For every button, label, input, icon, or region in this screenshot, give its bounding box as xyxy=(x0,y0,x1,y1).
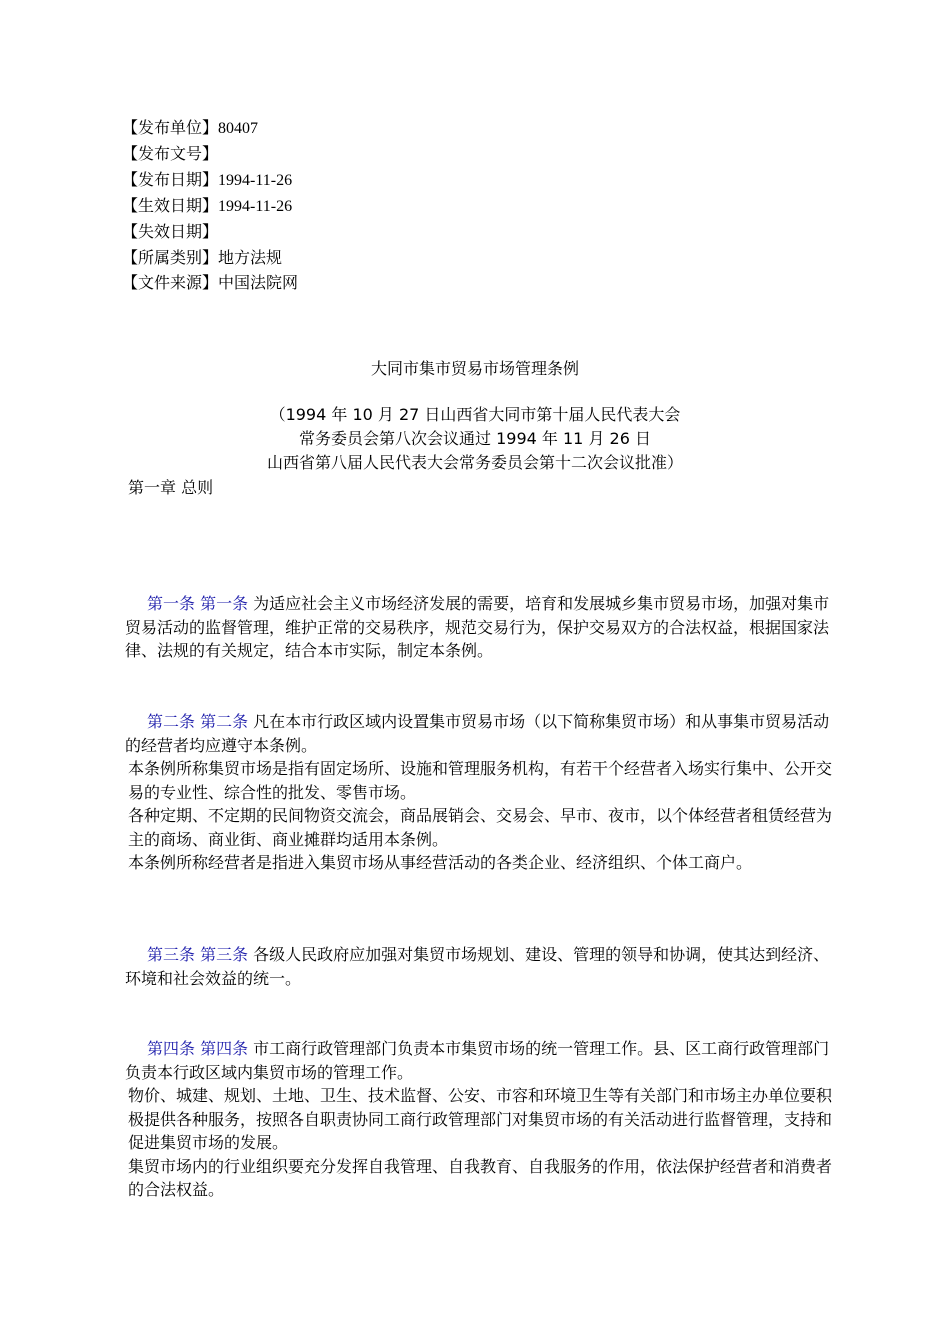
meta-category xyxy=(122,245,298,270)
subtitle-line: 山西省第八届人民代表大会常务委员会第十二次会议批准） xyxy=(266,453,683,472)
document-subtitle xyxy=(0,403,950,475)
document-title: 大同市集市贸易市场管理条例 xyxy=(370,359,579,378)
article-2 xyxy=(125,710,837,875)
meta-label: 【发布日期】 xyxy=(122,170,219,189)
meta-value: 1994-11-26 xyxy=(218,198,293,215)
meta-expiry-date xyxy=(122,219,298,245)
chapter-heading: 第一章 总则 xyxy=(128,478,214,497)
article-3 xyxy=(125,943,837,990)
meta-source xyxy=(122,270,298,295)
subtitle-line: 常务委员会第八次会议通过 1994 年 11 月 26 日 xyxy=(299,429,651,448)
meta-label: 【发布文号】 xyxy=(122,144,219,163)
meta-publisher xyxy=(122,115,298,141)
meta-label: 【生效日期】 xyxy=(122,196,219,215)
article-4 xyxy=(125,1037,837,1202)
meta-value: 地方法规 xyxy=(218,248,283,267)
article-text: 市工商行政管理部门负责本市集贸市场的统一管理工作。县、区工商行政管理部门负责本行政区域内集贸市场的管理工作。 xyxy=(125,1039,830,1082)
meta-effective-date xyxy=(122,193,298,219)
article-paragraph: 物价、城建、规划、土地、卫生、技术监督、公安、市容和环境卫生等有关部门和市场主办单位要积极提供各种服务，按照各自职责协同工商行政管理部门对集贸市场的有关活动进行监督管理，支持和促进集贸市场的发展。 xyxy=(128,1086,833,1152)
article-label-link[interactable]: 第四条 第四条 xyxy=(147,1039,249,1058)
article-paragraph: 本条例所称集贸市场是指有固定场所、设施和管理服务机构，有若干个经营者入场实行集中、公开交易的专业性、综合性的批发、零售市场。 xyxy=(128,759,833,802)
meta-value: 中国法院网 xyxy=(218,273,299,292)
meta-label: 【所属类别】 xyxy=(122,248,219,267)
article-text: 各级人民政府应加强对集贸市场规划、建设、管理的领导和协调，使其达到经济、环境和社会效益的统一。 xyxy=(125,945,830,988)
article-label-link[interactable]: 第三条 第三条 xyxy=(147,945,249,964)
article-text: 为适应社会主义市场经济发展的需要，培育和发展城乡集市贸易市场，加强对集市贸易活动的监督管理，维护正常的交易秩序，规范交易行为，保护交易双方的合法权益，根据国家法律、法规的有关规定，结合本市实际，制定本条例。 xyxy=(125,594,830,660)
metadata-block xyxy=(122,115,298,295)
article-body xyxy=(125,592,837,663)
article-text: 凡在本市行政区域内设置集市贸易市场（以下简称集贸市场）和从事集市贸易活动的经营者均应遵守本条例。 xyxy=(125,712,830,755)
article-1 xyxy=(125,592,837,663)
article-label-link[interactable]: 第一条 第一条 xyxy=(147,594,249,613)
meta-label: 【失效日期】 xyxy=(122,222,219,241)
meta-doc-number xyxy=(122,141,298,167)
article-body xyxy=(125,1037,837,1084)
meta-value: 80407 xyxy=(218,120,259,137)
article-body xyxy=(125,710,837,757)
article-body xyxy=(125,943,837,990)
meta-value: 1994-11-26 xyxy=(218,172,293,189)
article-paragraph: 集贸市场内的行业组织要充分发挥自我管理、自我教育、自我服务的作用，依法保护经营者和消费者的合法权益。 xyxy=(128,1156,833,1199)
article-paragraph: 本条例所称经营者是指进入集贸市场从事经营活动的各类企业、经济组织、个体工商户。 xyxy=(128,853,753,872)
meta-label: 【文件来源】 xyxy=(122,273,219,292)
subtitle-line: （1994 年 10 月 27 日山西省大同市第十届人民代表大会 xyxy=(269,405,681,424)
meta-publish-date xyxy=(122,167,298,193)
article-paragraph: 各种定期、不定期的民间物资交流会，商品展销会、交易会、早市、夜市，以个体经营者租赁经营为主的商场、商业街、商业摊群均适用本条例。 xyxy=(128,806,833,849)
meta-label: 【发布单位】 xyxy=(122,118,219,137)
article-label-link[interactable]: 第二条 第二条 xyxy=(147,712,249,731)
